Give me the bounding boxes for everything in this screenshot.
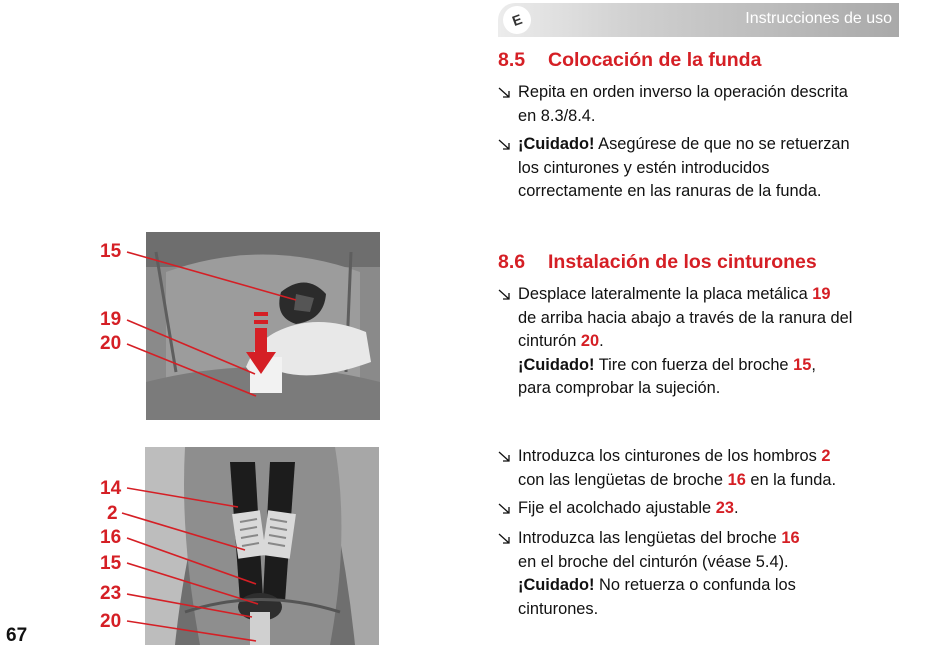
bullet-text: en 8.3/8.4. <box>518 106 596 125</box>
callout-label: 20 <box>100 611 122 632</box>
bullet-text: cinturones. <box>518 599 599 618</box>
warning-label: ¡Cuidado! <box>518 355 595 374</box>
callout-label: 16 <box>100 527 122 548</box>
part-reference: 2 <box>821 447 831 465</box>
bullet-text: en el broche del cinturón (véase 5.4). <box>518 552 789 571</box>
header-title: Instrucciones de uso <box>745 10 892 27</box>
section-number: 8.6 <box>498 251 526 273</box>
language-badge: E <box>499 2 535 38</box>
bullet-text: de arriba hacia abajo a través de la ranura del <box>518 308 853 327</box>
part-reference: 15 <box>793 355 812 374</box>
callout-label: 15 <box>100 553 122 574</box>
leader-line-14 <box>127 488 238 507</box>
leader-line-2 <box>122 513 245 550</box>
leader-line-16 <box>127 538 256 584</box>
leader-line-23 <box>127 594 252 617</box>
part-reference: 16 <box>727 470 746 489</box>
bullet-text: Desplace lateralmente la placa metálica <box>518 285 813 303</box>
leader-line-19 <box>127 320 255 374</box>
leader-line-15 <box>127 252 296 300</box>
section-heading: Colocación de la funda <box>548 49 762 71</box>
callout-label: 14 <box>100 478 122 499</box>
bullet-text: Tire con fuerza del broche <box>594 355 794 374</box>
section-heading: Instalación de los cinturones <box>548 251 817 273</box>
bullet-text: Repita en orden inverso la operación descrita <box>518 83 848 101</box>
punctuation: . <box>599 332 604 350</box>
bullet-text: correctamente en las ranuras de la funda. <box>518 182 822 200</box>
callout-label: 19 <box>100 309 122 330</box>
punctuation: . <box>733 499 739 517</box>
bullet-text: Introduzca las lengüetas del broche <box>518 529 782 547</box>
callout-label: 15 <box>100 241 122 262</box>
part-reference: 20 <box>580 332 600 350</box>
bullet-text: Asegúrese de que no se retuerzan <box>594 135 850 153</box>
bullet-text: con las lengüetas de broche <box>518 470 728 489</box>
warning-label: ¡Cuidado! <box>518 576 595 594</box>
callout-label: 20 <box>100 333 122 354</box>
leader-line-20b <box>127 621 256 641</box>
part-reference: 19 <box>812 285 831 303</box>
bullet-text: cinturón <box>518 332 581 350</box>
callout-label: 23 <box>100 583 122 604</box>
punctuation: , <box>811 355 816 374</box>
callout-label: 2 <box>107 503 118 524</box>
warning-label: ¡Cuidado! <box>518 135 595 153</box>
leader-line-20 <box>127 344 256 396</box>
bullet-text: No retuerza o confunda los <box>594 576 796 594</box>
bullet-text: Introduzca los cinturones de los hombros <box>518 447 822 465</box>
page-number: 67 <box>6 625 28 646</box>
bullet-text: en la funda. <box>745 470 837 489</box>
bullet-text: Fije el acolchado ajustable <box>518 499 716 517</box>
part-reference: 23 <box>715 499 734 517</box>
bullet-text: los cinturones y estén introducidos <box>518 158 770 177</box>
section-number: 8.5 <box>498 49 526 71</box>
part-reference: 16 <box>781 529 800 547</box>
bullet-text: para comprobar la sujeción. <box>518 379 721 397</box>
